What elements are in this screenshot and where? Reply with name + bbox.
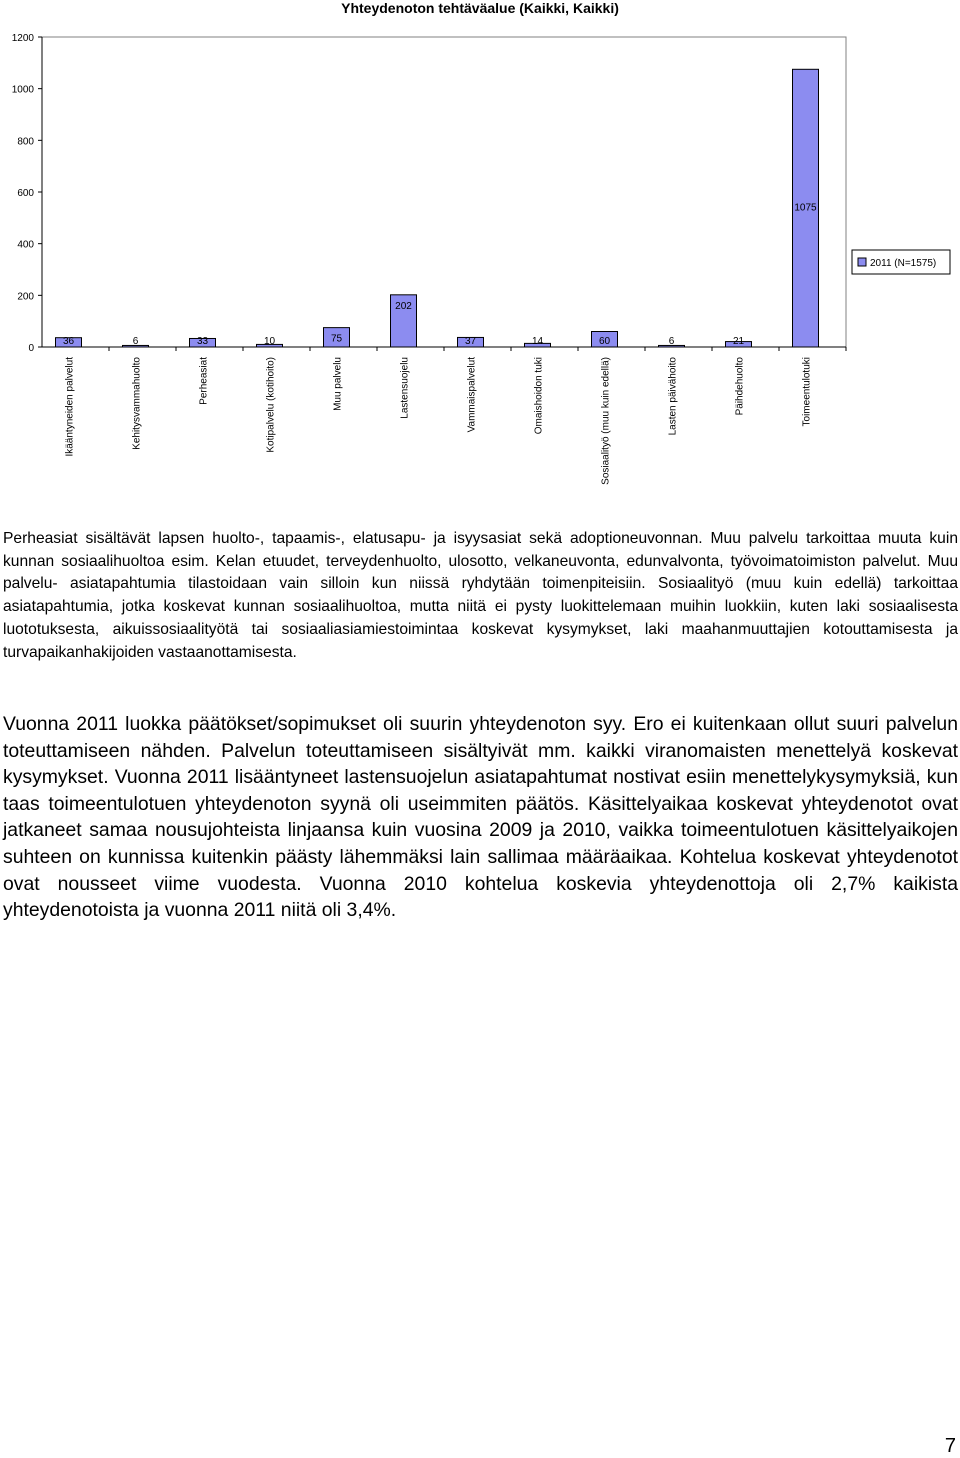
y-tick-label: 600 bbox=[17, 188, 34, 199]
page-number: 7 bbox=[944, 1435, 956, 1457]
chart-svg bbox=[0, 0, 960, 505]
y-tick-label: 400 bbox=[17, 239, 34, 251]
bar-value-label: 202 bbox=[395, 300, 412, 312]
category-label: Kehitysvammahuolto bbox=[131, 357, 143, 450]
legend-entry: 2011 (N=1575) bbox=[870, 258, 937, 269]
y-tick-label: 1200 bbox=[11, 33, 34, 44]
bar-value-label: 6 bbox=[132, 336, 139, 347]
bar-value-label: 36 bbox=[62, 336, 75, 347]
category-label: Vammaispalvelut bbox=[466, 357, 478, 433]
category-label: Muu palvelu bbox=[332, 357, 344, 411]
category-label: Ikääntyneiden palvelut bbox=[64, 357, 76, 457]
bar-value-label: 14 bbox=[531, 336, 544, 347]
y-tick-label: 200 bbox=[17, 291, 34, 303]
bar-value-label: 21 bbox=[732, 336, 745, 347]
bar-value-label: 1075 bbox=[794, 202, 817, 214]
category-label: Omaishoidon tuki bbox=[533, 357, 545, 435]
category-label: Toimeentulotuki bbox=[801, 357, 813, 427]
bar-chart bbox=[0, 0, 960, 505]
category-label: Perheasiat bbox=[198, 357, 210, 405]
legend-swatch bbox=[858, 258, 866, 266]
category-label: Sosiaalityö (muu kuin edellä) bbox=[600, 357, 612, 485]
y-tick-label: 1000 bbox=[11, 84, 34, 96]
bar-value-label: 37 bbox=[464, 336, 477, 347]
body-paragraph-definitions: Perheasiat sisältävät lapsen huolto-, tapaamis-, elatusapu- ja isyysasiat sekä adoptioneuvonnan. Muu palvelu tarkoittaa muuta kuin kunnan sosiaalihuoltoa esim. Kelan etuudet, terveydenhuolto, ulosotto, velkaneuvonta, edunvalvonta, työvoimatoimiston palvelut. Muu palvelu- asiatapahtumia tilastoidaan vain silloin kun niissä ryhdytään toimenpiteisiin. Sosiaalityö (muu kuin edellä) tarkoittaa asiatapahtumia, jotka koskevat kunnan sosiaalihuoltoa, mutta niitä ei pysty luokittelemaan muihin luokkiin, kuten laki sosiaalisesta luototuksesta, aikuissosiaalityötä tai sosiaaliasiamiestoimintaa koskevat kysymykset, laki maahanmuuttajien kotouttamisesta ja turvapaikanhakijoiden vastaanottamisesta. bbox=[3, 530, 958, 661]
bar-value-label: 33 bbox=[196, 336, 209, 347]
bar-value-label: 10 bbox=[263, 336, 276, 347]
category-label: Kotipalvelu (kotihoito) bbox=[265, 357, 277, 453]
y-tick-label: 0 bbox=[28, 343, 34, 354]
body-paragraph-analysis: Vuonna 2011 luokka päätökset/sopimukset oli suurin yhteydenoton syy. Ero ei kuitenkaan ollut suuri palvelun toteuttamiseen nähden. Palvelun toteuttamiseen sisältyivät mm. kaikki viranomaisten menettelyä koskevat kysymykset. Vuonna 2011 lisääntyneet lastensuojelun asiatapahtumat nostivat esiin menettelykysymyksiä, kun taas toimeentulotuen yhteydenoton syynä oli useimmiten päätös. Käsittelyaikaa koskevat yhteydenotot ovat jatkaneet samaa nousujohteista linjaansa kuin vuosina 2009 ja 2010, vaikka toimeentulotuen käsittelyaikojen suhteen on kunnissa kuitenkin päästy lähemmäksi lain sallimaa määräaikaa. Kohtelua koskevat yhteydenotot ovat nousseet viime vuodesta. Vuonna 2010 kohtelua koskevia yhteydenottoja oli 2,7% kaikista yhteydenotoista ja vuonna 2011 niitä oli 3,4%. bbox=[3, 713, 958, 922]
category-label: Päihdehuolto bbox=[734, 357, 746, 416]
category-label: Lastensuojelu bbox=[399, 357, 411, 419]
bar-value-label: 75 bbox=[330, 333, 343, 345]
category-label: Lasten päivähoito bbox=[667, 357, 679, 436]
bar-value-label: 60 bbox=[598, 336, 611, 347]
bar-value-label: 6 bbox=[668, 336, 675, 347]
y-tick-label: 800 bbox=[17, 136, 34, 148]
plot-area bbox=[42, 37, 846, 347]
chart-title: Yhteydenoton tehtäväalue (Kaikki, Kaikki) bbox=[341, 0, 619, 16]
